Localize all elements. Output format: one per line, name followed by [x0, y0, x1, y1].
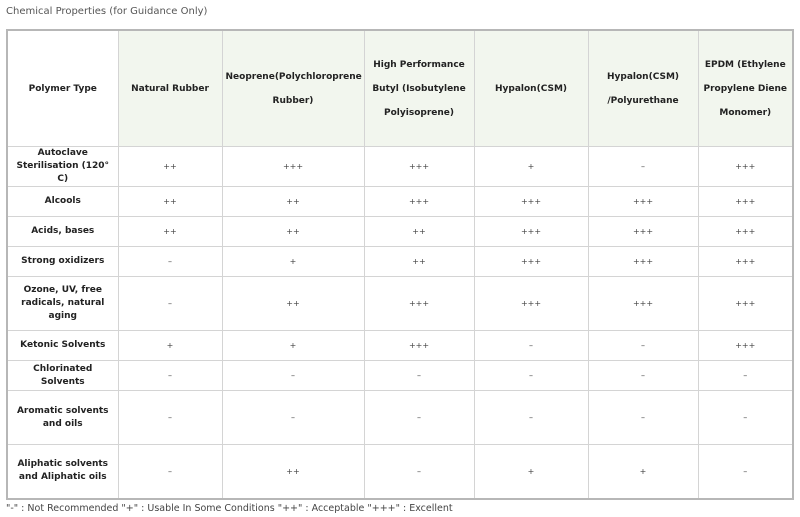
header-polymer-type: Polymer Type: [7, 30, 118, 147]
table-cell: +++: [474, 247, 588, 277]
table-cell: +++: [698, 217, 793, 247]
table-cell: –: [118, 361, 222, 391]
table-cell: ++: [222, 277, 364, 331]
table-cell: +++: [588, 247, 698, 277]
column-header: Hypalon(CSM) /Polyurethane: [588, 30, 698, 147]
table-row: [7, 331, 793, 361]
table-cell: +: [474, 445, 588, 499]
table-cell: +: [118, 331, 222, 361]
table-cell: ++: [118, 217, 222, 247]
legend-footnote: "-" : Not Recommended "+" : Usable In Some Conditions "++" : Acceptable "+++" : Excellent: [6, 503, 453, 514]
table-cell: –: [474, 361, 588, 391]
table-cell: ++: [222, 187, 364, 217]
column-header: Natural Rubber: [118, 30, 222, 147]
table-cell: –: [364, 391, 474, 445]
table-cell: +++: [474, 277, 588, 331]
table-row: [7, 147, 793, 187]
table-cell: +++: [698, 331, 793, 361]
table-cell: –: [118, 277, 222, 331]
table-cell: +: [222, 331, 364, 361]
table-row: [7, 361, 793, 391]
table-header-row: [7, 30, 793, 147]
table-cell: +++: [222, 147, 364, 187]
table-cell: –: [698, 445, 793, 499]
table-cell: +++: [364, 277, 474, 331]
table-cell: +: [222, 247, 364, 277]
row-header: Acids, bases: [7, 217, 118, 247]
table-cell: +++: [588, 277, 698, 331]
column-header: Neoprene(Polychloroprene Rubber): [222, 30, 364, 147]
table-cell: –: [588, 331, 698, 361]
table-cell: +: [474, 147, 588, 187]
row-header: Autoclave Sterilisation (120° C): [7, 147, 118, 187]
table-cell: +++: [698, 187, 793, 217]
column-header: High Performance Butyl (Isobutylene Polyisoprene): [364, 30, 474, 147]
row-header: Ozone, UV, free radicals, natural aging: [7, 277, 118, 331]
table-cell: +++: [588, 187, 698, 217]
row-header: Aliphatic solvents and Aliphatic oils: [7, 445, 118, 499]
table-row: [7, 217, 793, 247]
row-header: Aromatic solvents and oils: [7, 391, 118, 445]
table-cell: +++: [364, 331, 474, 361]
row-header: Strong oxidizers: [7, 247, 118, 277]
table-row: [7, 187, 793, 217]
table-cell: –: [222, 361, 364, 391]
table-cell: +++: [474, 217, 588, 247]
table-cell: –: [118, 445, 222, 499]
table-cell: –: [364, 361, 474, 391]
table-cell: ++: [364, 217, 474, 247]
chemical-properties-table-container: [6, 29, 792, 500]
table-body: [7, 147, 793, 499]
table-cell: +++: [698, 277, 793, 331]
table-cell: –: [698, 361, 793, 391]
table-cell: –: [698, 391, 793, 445]
table-cell: –: [474, 331, 588, 361]
table-cell: –: [118, 247, 222, 277]
table-cell: ++: [118, 147, 222, 187]
table-cell: ++: [222, 217, 364, 247]
table-row: [7, 445, 793, 499]
table-cell: +++: [698, 247, 793, 277]
row-header: Alcools: [7, 187, 118, 217]
table-cell: ++: [118, 187, 222, 217]
table-row: [7, 277, 793, 331]
table-cell: –: [474, 391, 588, 445]
column-header: Hypalon(CSM): [474, 30, 588, 147]
table-cell: +++: [474, 187, 588, 217]
table-cell: –: [588, 147, 698, 187]
table-cell: –: [588, 391, 698, 445]
row-header: Chlorinated Solvents: [7, 361, 118, 391]
table-cell: +++: [698, 147, 793, 187]
table-cell: –: [364, 445, 474, 499]
row-header: Ketonic Solvents: [7, 331, 118, 361]
table-cell: +++: [364, 187, 474, 217]
table-cell: –: [222, 391, 364, 445]
table-cell: ++: [222, 445, 364, 499]
table-cell: +++: [364, 147, 474, 187]
column-header: EPDM (Ethylene Propylene Diene Monomer): [698, 30, 793, 147]
table-row: [7, 391, 793, 445]
table-cell: –: [118, 391, 222, 445]
table-cell: ++: [364, 247, 474, 277]
chemical-properties-table: [6, 29, 794, 500]
table-caption: Chemical Properties (for Guidance Only): [6, 6, 208, 17]
table-cell: +: [588, 445, 698, 499]
table-cell: –: [588, 361, 698, 391]
table-cell: +++: [588, 217, 698, 247]
table-row: [7, 247, 793, 277]
